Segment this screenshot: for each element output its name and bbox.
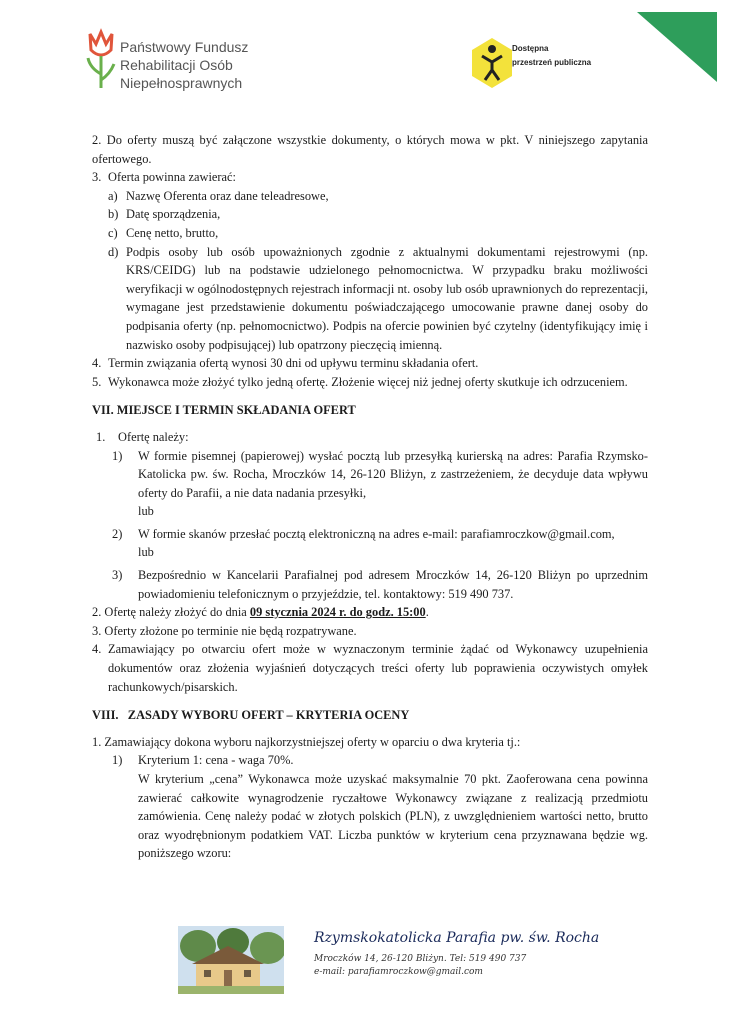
list-text: Cenę netto, brutto, — [126, 225, 219, 240]
list-text: lub — [138, 545, 154, 560]
list-item — [92, 187, 648, 206]
pfron-logo — [84, 28, 284, 98]
logo-line: Państwowy Fundusz — [120, 39, 249, 55]
list-letter: d) — [108, 244, 119, 259]
list-text: W formie skanów przesłać pocztą elektroniczną na adres e-mail: parafiamroczkow@gmail.com, — [138, 526, 615, 541]
criterion-1 — [92, 751, 648, 770]
list-item — [92, 447, 648, 503]
deadline-suffix: . — [425, 605, 429, 620]
list-number: 2) — [112, 526, 123, 541]
section-7-item-1 — [92, 428, 648, 447]
list-item — [92, 566, 648, 603]
section-7-item-4 — [92, 640, 648, 696]
list-number: 1) — [112, 753, 123, 768]
deadline-prefix: 2. Ofertę należy złożyć do dnia — [92, 605, 250, 620]
accessibility-person-icon — [470, 36, 514, 92]
criterion-1-description: W kryterium „cena” Wykonawca może uzyskać maksymalnie 70 pkt. Zaoferowana cena powinna zawierać całkowite wynagrodzenie ryczałtowe Wykonawcy związane z realizacją przedmiotu zamówienia. Cenę należy podać w złotych polskich (PLN), z uwzględnieniem wartości netto, brutto oraz wyodrębnionym podatkiem VAT. Liczba punktów w kryterium cena przyznawana będzie wg. poniższego wzoru: — [138, 772, 648, 861]
list-item — [92, 205, 648, 224]
list-number: 3) — [112, 568, 123, 583]
section-7-heading: VII. MIEJSCE I TERMIN SKŁADANIA OFERT — [92, 403, 356, 418]
list-letter: a) — [108, 188, 118, 203]
paragraph-4 — [92, 354, 648, 373]
parish-email: e-mail: parafiamroczkow@gmail.com — [314, 967, 483, 977]
document-body — [92, 131, 648, 863]
list-text: Datę sporządzenia, — [126, 207, 221, 222]
list-text: lub — [138, 504, 154, 519]
paragraph-3 — [92, 168, 648, 187]
list-number: 4. — [92, 642, 102, 657]
list-number: 3. — [92, 170, 102, 185]
deadline-date: 09 stycznia 2024 r. do godz. 15:00 — [249, 605, 426, 620]
parish-address: Mroczków 14, 26-120 Bliżyn. Tel: 519 490 737 — [314, 954, 527, 964]
logo-line: Rehabilitacji Osób — [120, 57, 233, 73]
list-letter: b) — [108, 207, 119, 222]
paragraph-2: 2. Do oferty muszą być załączone wszystkie dokumenty, o których mowa w pkt. V niniejszego zapytania ofertowego. — [92, 133, 648, 166]
access-line: przestrzeń publiczna — [512, 58, 592, 67]
list-text: Wykonawca może złożyć tylko jedną ofertę. Złożenie więcej niż jednej oferty skutkuje ich odrzuceniem. — [108, 374, 628, 389]
list-text: Podpis osoby lub osób upoważnionych zgodnie z aktualnymi dokumentami rejestrowymi (np. KRS/CEIDG) lub na podstawie udzielonego pełnomocnictwa. W przypadku braku możliwości weryfikacji w ogólnodostępnych rejestrach informacji nt. osoby lub osób uprawnionych do reprezentacji, wymagane jest przedstawienie dokumentu poświadczającego umocowanie prawne danej osoby do podpisania oferty (np. pełnomocnictwo). Podpis na ofercie powinien być czytelny (identyfikujący imię i nazwisko osoby podpisującej) lub opatrzony pieczęcią imienną. — [126, 244, 648, 352]
list-text: Oferta powinna zawierać: — [108, 170, 236, 185]
section-7-item-3: 3. Oferty złożone po terminie nie będą rozpatrywane. — [92, 623, 357, 638]
list-item — [92, 224, 648, 243]
pfron-logo-text — [120, 38, 248, 92]
list-text: Bezpośrednio w Kancelarii Parafialnej pod adresem Mroczków 14, 26-120 Bliżyn po uprzednim powiadomieniu telefonicznym o przyjeździe, tel. kontaktowy: 519 490 737. — [138, 568, 648, 601]
list-item — [92, 243, 648, 355]
list-letter: c) — [108, 225, 118, 240]
logo-line: Niepełnosprawnych — [120, 75, 243, 91]
section-8-item-1: 1. Zamawiający dokona wyboru najkorzystniejszej oferty w oparciu o dwa kryteria tj.: — [92, 734, 521, 749]
list-text: Kryterium 1: cena - waga 70%. — [138, 753, 294, 768]
list-text: Zamawiający po otwarciu ofert może w wyznaczonym terminie żądać od Wykonawcy uzupełnienia dokumentów oraz złożenia wyjaśnień dotyczących treści oferty lub poprawienia oczywistych omyłek rachunkowych/pisarskich. — [108, 642, 648, 694]
parish-footer — [178, 926, 598, 998]
access-line: Dostępna — [512, 44, 549, 53]
list-text: Nazwę Oferenta oraz dane teleadresowe, — [126, 188, 329, 203]
accessible-space-text — [512, 42, 591, 70]
accessible-space-logo — [470, 36, 600, 92]
section-8-heading: VIII. ZASADY WYBORU OFERT – KRYTERIA OCENY — [92, 708, 410, 723]
list-text: W formie pisemnej (papierowej) wysłać pocztą lub przesyłką kurierską na adres: Parafia Rzymsko-Katolicka pw. św. Rocha, Mroczków 14, 26-120 Bliżyn, z zastrzeżeniem, że decyduje data wpływu oferty do Parafii, a nie data nadania przesyłki, — [138, 448, 648, 500]
section-7-item-2 — [92, 603, 648, 622]
list-number: 4. — [92, 356, 102, 371]
list-text: Termin związania ofertą wynosi 30 dni od upływu terminu składania ofert. — [108, 356, 479, 371]
list-item — [92, 525, 648, 544]
paragraph-5 — [92, 373, 648, 392]
corner-triangle — [637, 12, 717, 82]
church-photo — [178, 926, 284, 994]
list-number: 1) — [112, 448, 123, 463]
list-number: 5. — [92, 374, 102, 389]
tulip-icon — [84, 28, 118, 92]
list-number: 1. — [96, 429, 106, 444]
list-text: Ofertę należy: — [118, 429, 189, 444]
parish-name: Rzymskokatolicka Parafia pw. św. Rocha — [314, 930, 600, 946]
